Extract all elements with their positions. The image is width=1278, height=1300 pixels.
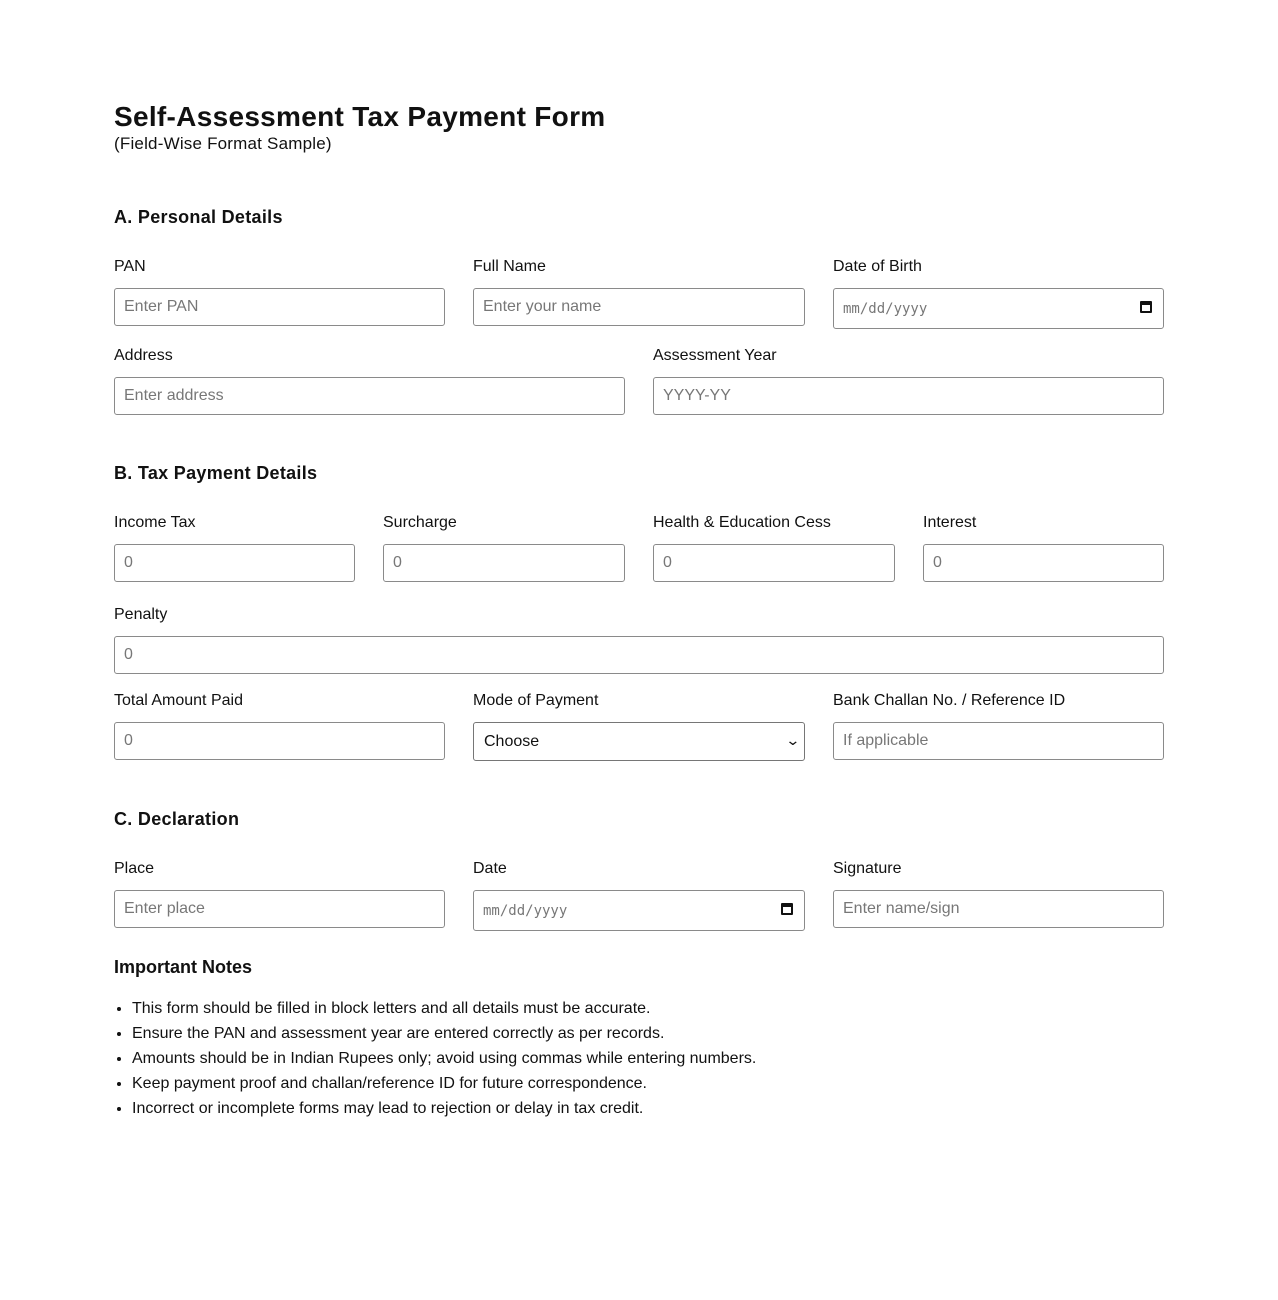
assessment-year-label: Assessment Year <box>653 347 777 364</box>
chevron-down-icon: ⌄ <box>785 732 801 748</box>
challan-field <box>833 691 1164 760</box>
declaration-date-label: Date <box>473 860 507 877</box>
income-tax-label: Income Tax <box>114 514 196 531</box>
cess-input[interactable] <box>653 544 895 582</box>
note-item: • Incorrect or incomplete forms may lead to rejection or delay in tax credit. <box>132 1096 756 1121</box>
note-item: • Amounts should be in Indian Rupees only; avoid using commas while entering numbers. <box>132 1046 756 1071</box>
dob-date-picker <box>833 288 1164 329</box>
declaration-date-field <box>473 859 805 931</box>
notes-heading: Important Notes <box>114 957 253 977</box>
section-tax-heading: B. Tax Payment Details <box>114 463 318 483</box>
total-amount-label: Total Amount Paid <box>114 692 243 709</box>
interest-field <box>923 513 1164 582</box>
assessment-year-field <box>653 346 1164 415</box>
surcharge-field <box>383 513 625 582</box>
note-item: • Ensure the PAN and assessment year are entered correctly as per records. <box>132 1021 756 1046</box>
payment-mode-select[interactable] <box>473 722 805 761</box>
payment-mode-label: Mode of Payment <box>473 692 599 709</box>
cess-label: Health & Education Cess <box>653 514 831 531</box>
address-field <box>114 346 625 415</box>
address-input[interactable] <box>114 377 625 415</box>
penalty-label: Penalty <box>114 606 168 623</box>
section-personal-heading: A. Personal Details <box>114 207 283 227</box>
form-title: Self-Assessment Tax Payment Form <box>114 101 606 132</box>
pan-input[interactable] <box>114 288 445 326</box>
signature-field <box>833 859 1164 928</box>
signature-label: Signature <box>833 860 902 877</box>
declaration-date-input[interactable] <box>473 890 805 931</box>
penalty-field <box>114 605 1164 674</box>
penalty-input[interactable] <box>114 636 1164 674</box>
place-input[interactable] <box>114 890 445 928</box>
address-label: Address <box>114 347 173 364</box>
note-item: • Keep payment proof and challan/reference ID for future correspondence. <box>132 1071 756 1096</box>
surcharge-label: Surcharge <box>383 514 457 531</box>
surcharge-input[interactable] <box>383 544 625 582</box>
challan-input[interactable] <box>833 722 1164 760</box>
dob-field <box>833 257 1164 329</box>
payment-mode-select-wrap <box>473 722 805 761</box>
total-amount-input[interactable] <box>114 722 445 760</box>
total-amount-field <box>114 691 445 760</box>
declaration-date-picker <box>473 890 805 931</box>
challan-label: Bank Challan No. / Reference ID <box>833 692 1066 709</box>
full-name-label: Full Name <box>473 258 546 275</box>
dob-input[interactable] <box>833 288 1164 329</box>
interest-label: Interest <box>923 514 977 531</box>
section-declaration-heading: C. Declaration <box>114 809 240 829</box>
place-field <box>114 859 445 928</box>
notes-list <box>114 996 756 1121</box>
dob-label: Date of Birth <box>833 258 922 275</box>
full-name-input[interactable] <box>473 288 805 326</box>
income-tax-field <box>114 513 355 582</box>
signature-input[interactable] <box>833 890 1164 928</box>
note-item: • This form should be filled in block letters and all details must be accurate. <box>132 996 756 1021</box>
cess-field <box>653 513 895 582</box>
interest-input[interactable] <box>923 544 1164 582</box>
form-subtitle: (Field-Wise Format Sample) <box>114 134 332 153</box>
income-tax-input[interactable] <box>114 544 355 582</box>
full-name-field <box>473 257 805 326</box>
payment-mode-field <box>473 691 805 761</box>
assessment-year-input[interactable] <box>653 377 1164 415</box>
pan-label: PAN <box>114 258 146 275</box>
place-label: Place <box>114 860 155 877</box>
pan-field <box>114 257 445 326</box>
